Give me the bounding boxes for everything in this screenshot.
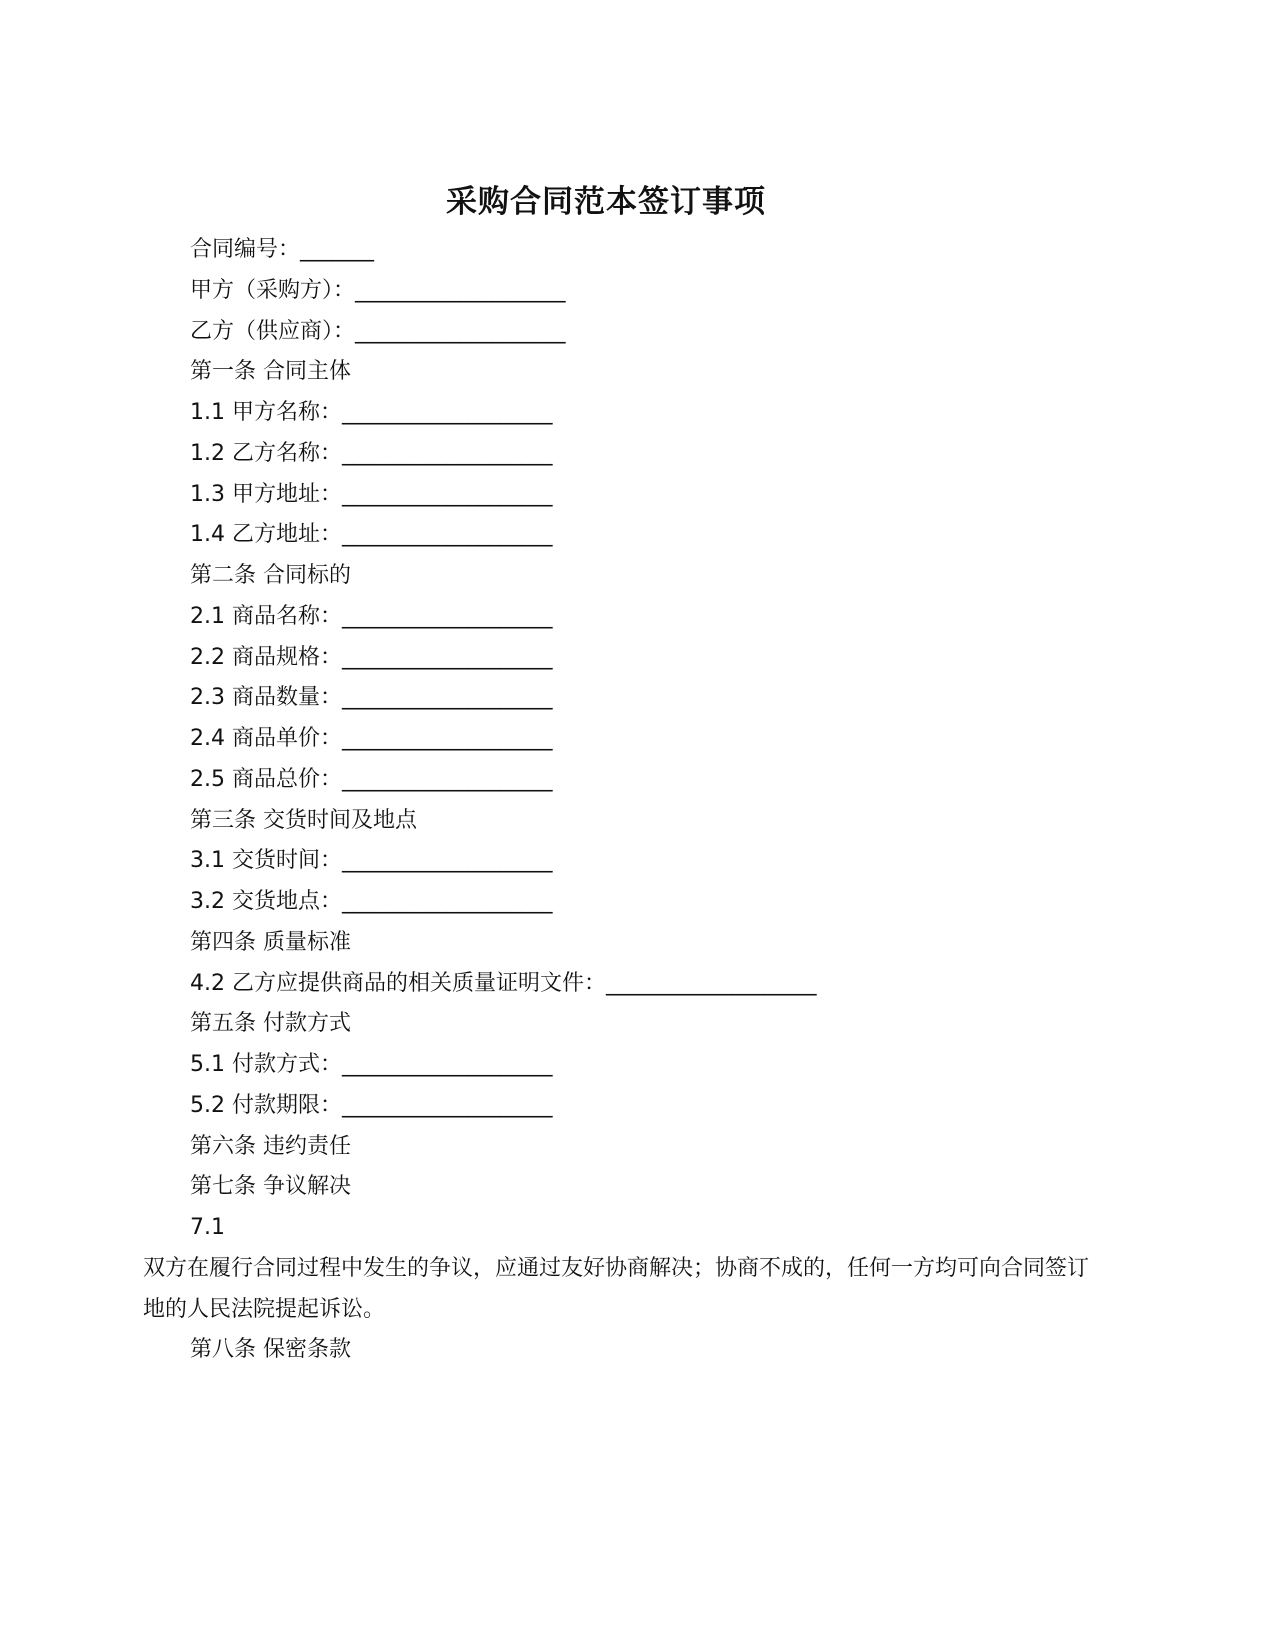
fill-in-blank[interactable]: ____________________ <box>341 603 552 629</box>
form-field-line <box>143 434 1103 475</box>
field-label: 第四条 质量标准 <box>190 929 351 955</box>
field-label: 合同编号： <box>190 237 301 262</box>
field-label: 乙方（供应商）： <box>190 318 356 344</box>
form-field-line <box>143 760 1103 801</box>
fill-in-blank[interactable]: ____________________ <box>341 1092 552 1118</box>
fill-in-blank[interactable]: ____________________ <box>605 970 816 996</box>
fill-in-blank[interactable]: ____________________ <box>341 400 552 425</box>
field-label: 第三条 交货时间及地点 <box>190 807 417 833</box>
field-label: 1.4 乙方地址： <box>190 522 342 548</box>
form-field-line <box>143 393 1103 434</box>
fill-in-blank[interactable]: _______ <box>300 237 374 262</box>
field-label: 2.4 商品单价： <box>190 726 342 751</box>
form-field-line <box>143 638 1103 679</box>
document-title: 采购合同范本签订事项 <box>446 184 766 220</box>
fill-in-blank[interactable]: ____________________ <box>355 318 566 344</box>
field-label: 3.1 交货时间： <box>190 848 342 874</box>
form-field-line <box>143 515 1103 556</box>
field-label: 1.2 乙方名称： <box>190 440 342 466</box>
form-field-line <box>143 882 1103 923</box>
document-body <box>143 230 1103 1371</box>
form-field-line <box>143 678 1103 719</box>
form-field-line <box>143 1045 1103 1086</box>
fill-in-blank[interactable]: ____________________ <box>341 685 552 711</box>
section-heading <box>143 1004 1103 1045</box>
field-label: 5.1 付款方式： <box>190 1052 342 1077</box>
fill-in-blank[interactable]: ____________________ <box>341 644 552 670</box>
field-label: 第二条 合同标的 <box>190 563 351 588</box>
form-field-line <box>143 1086 1103 1127</box>
field-label: 7.1 <box>190 1215 225 1240</box>
section-heading <box>143 801 1103 842</box>
field-label: 第七条 争议解决 <box>190 1174 351 1200</box>
field-label: 第五条 付款方式 <box>190 1011 351 1037</box>
fill-in-blank[interactable]: ____________________ <box>341 1052 552 1077</box>
form-field-line <box>143 312 1103 353</box>
fill-in-blank[interactable]: ____________________ <box>355 277 566 303</box>
form-field-line <box>143 271 1103 312</box>
form-field-line <box>143 230 1103 271</box>
field-label: 甲方（采购方）： <box>190 277 356 303</box>
fill-in-blank[interactable]: ____________________ <box>341 522 552 548</box>
fill-in-blank[interactable]: ____________________ <box>341 766 552 792</box>
field-label: 4.2 乙方应提供商品的相关质量证明文件： <box>190 970 606 996</box>
field-label: 3.2 交货地点： <box>190 889 342 914</box>
fill-in-blank[interactable]: ____________________ <box>341 848 552 874</box>
section-heading <box>143 352 1103 393</box>
section-heading <box>143 1127 1103 1168</box>
field-label: 1.1 甲方名称： <box>190 400 342 425</box>
form-field-line <box>143 841 1103 882</box>
fill-in-blank[interactable]: ____________________ <box>341 440 552 466</box>
section-heading <box>143 1208 1103 1249</box>
fill-in-blank[interactable]: ____________________ <box>341 481 552 507</box>
form-field-line <box>143 475 1103 516</box>
field-label: 第六条 违约责任 <box>190 1133 351 1159</box>
form-field-line <box>143 597 1103 638</box>
fill-in-blank[interactable]: ____________________ <box>341 726 552 751</box>
field-label: 2.1 商品名称： <box>190 603 342 629</box>
field-label: 2.5 商品总价： <box>190 766 342 792</box>
field-label: 2.3 商品数量： <box>190 685 342 711</box>
section-heading: 第八条 保密条款 <box>190 1337 351 1363</box>
field-label: 第一条 合同主体 <box>190 359 351 385</box>
section-heading <box>143 923 1103 964</box>
field-label: 2.2 商品规格： <box>190 644 342 670</box>
section-heading <box>143 1167 1103 1208</box>
form-field-line <box>143 719 1103 760</box>
form-field-line <box>143 964 1103 1005</box>
field-label: 5.2 付款期限： <box>190 1092 342 1118</box>
dispute-clause-paragraph: 双方在履行合同过程中发生的争议，应通过友好协商解决；协商不成的，任何一方均可向合同签订地的人民法院提起诉讼。 <box>143 1255 1090 1322</box>
field-label: 1.3 甲方地址： <box>190 481 342 507</box>
section-heading <box>143 556 1103 597</box>
fill-in-blank[interactable]: ____________________ <box>341 889 552 914</box>
